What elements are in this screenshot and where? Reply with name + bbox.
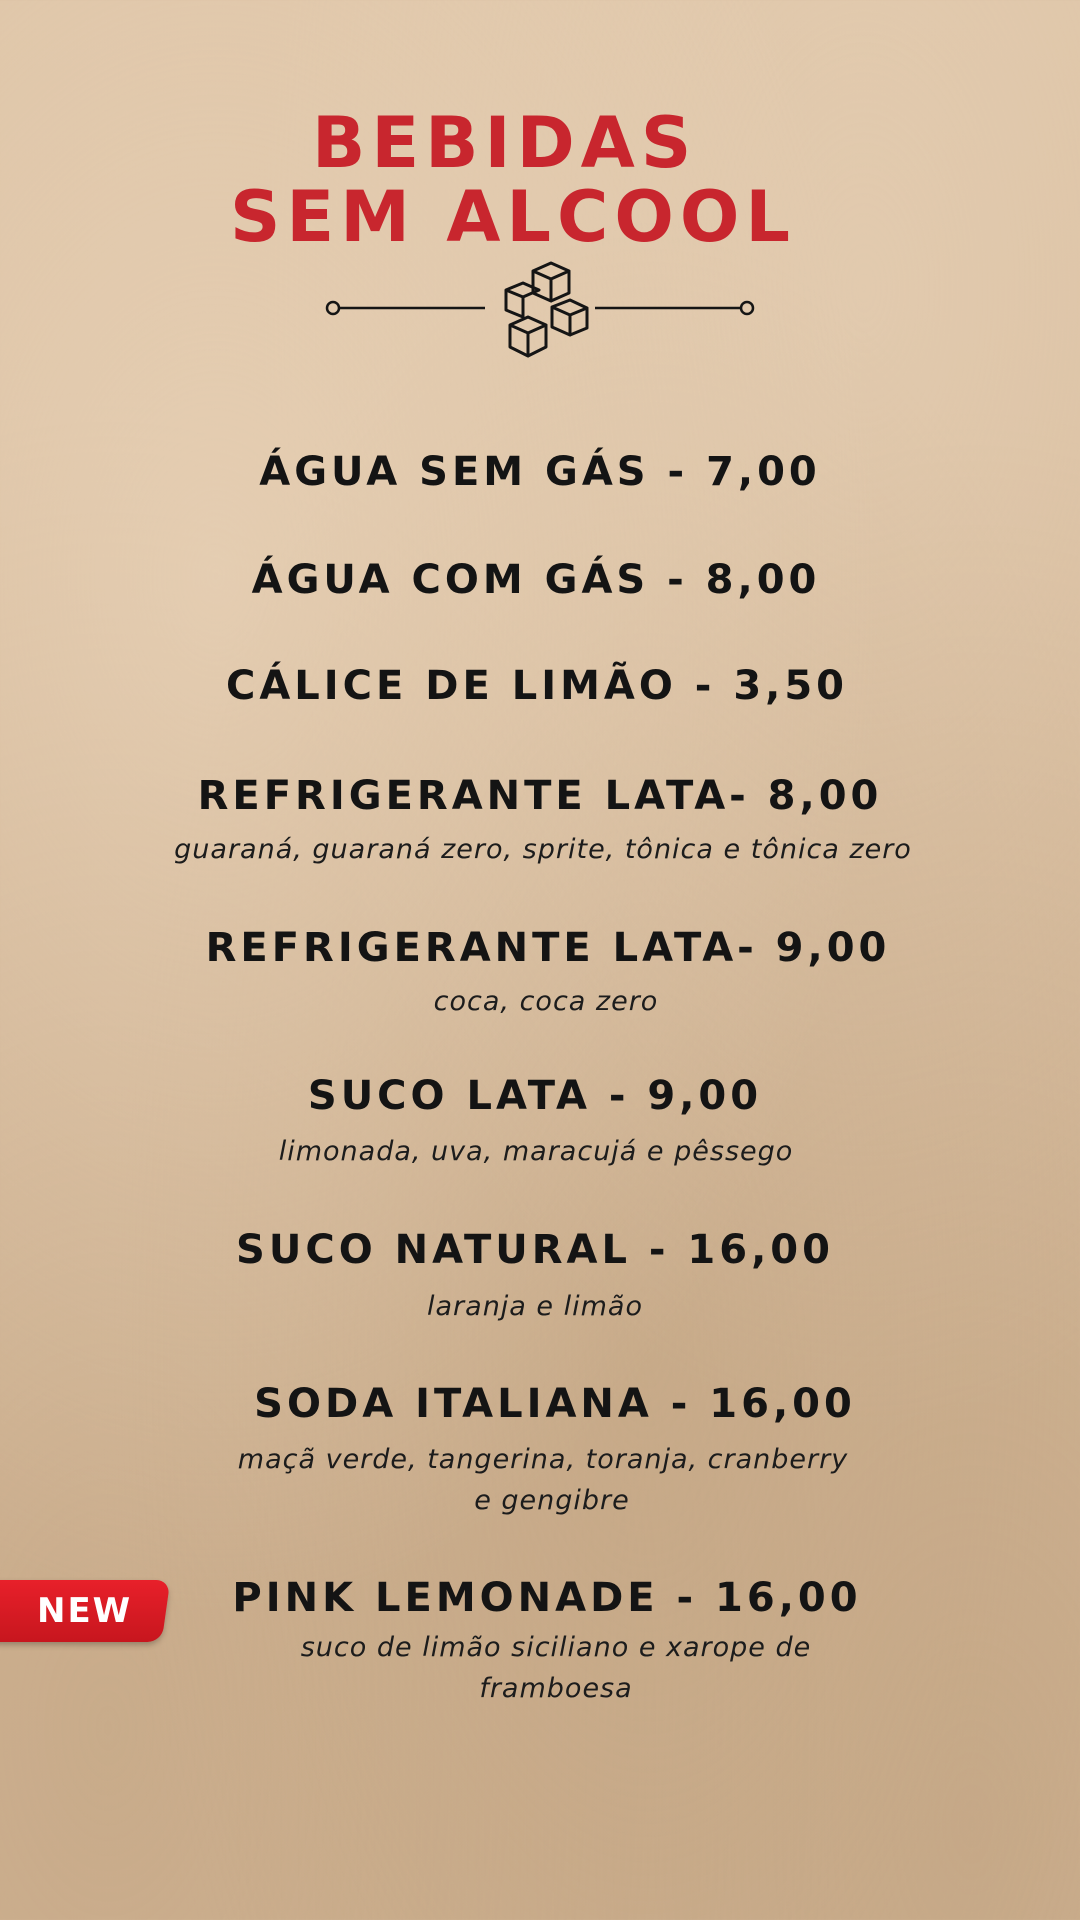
menu-item-description: coca, coca zero bbox=[433, 986, 659, 1017]
menu-item-pink-lemonade: PINK LEMONADE - 16,00 bbox=[232, 1575, 862, 1621]
menu-item-description: laranja e limão bbox=[427, 1291, 643, 1322]
menu-item-soda-italiana: SODA ITALIANA - 16,00 bbox=[254, 1381, 856, 1427]
menu-item-description: limonada, uva, maracujá e pêssego bbox=[278, 1136, 794, 1167]
menu-item-description-line-2: e gengibre bbox=[474, 1485, 630, 1516]
menu-item-refrigerante-lata-9: REFRIGERANTE LATA- 9,00 bbox=[205, 925, 891, 971]
new-badge-label: NEW bbox=[37, 1591, 133, 1631]
menu-title-line-2: SEM ALCOOL bbox=[230, 176, 797, 258]
menu-item-description: guaraná, guaraná zero, sprite, tônica e tônica zero bbox=[174, 834, 912, 865]
menu-item-agua-com-gas: ÁGUA COM GÁS - 8,00 bbox=[251, 557, 821, 603]
menu-item-suco-lata: SUCO LATA - 9,00 bbox=[307, 1073, 763, 1119]
menu-item-calice-de-limao: CÁLICE DE LIMÃO - 3,50 bbox=[225, 663, 849, 709]
menu-title-line-1: BEBIDAS bbox=[312, 102, 698, 184]
menu-item-suco-natural: SUCO NATURAL - 16,00 bbox=[236, 1227, 834, 1273]
menu-item-description: maçã verde, tangerina, toranja, cranberry bbox=[237, 1444, 849, 1475]
menu-item-refrigerante-lata-8: REFRIGERANTE LATA- 8,00 bbox=[197, 773, 883, 819]
menu-item-description: suco de limão siciliano e xarope de bbox=[300, 1632, 812, 1663]
menu-item-description-line-2: framboesa bbox=[479, 1673, 633, 1704]
ice-cubes-icon bbox=[320, 255, 760, 365]
menu-item-agua-sem-gas: ÁGUA SEM GÁS - 7,00 bbox=[259, 449, 821, 495]
